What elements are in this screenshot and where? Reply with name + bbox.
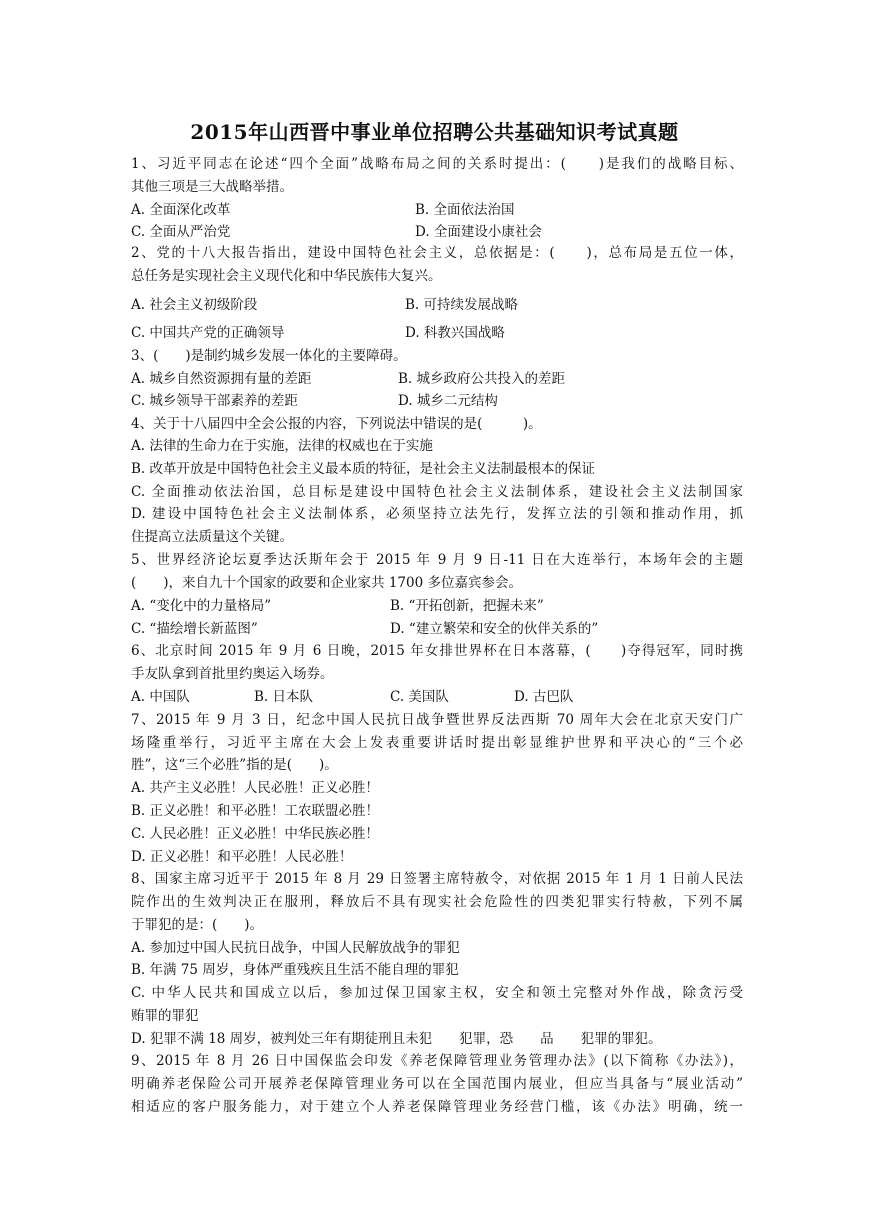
q3-option-c: C. 城乡领导干部素养的差距 [131,393,298,409]
q7-stem-line2: 场隆重举行，习近平主席在大会上发表重要讲话时提出彰显维护世界和平决心的“三个必 [131,735,743,751]
q7-option-c: C. 人民必胜！正义必胜！中华民族必胜！ [131,826,379,842]
q2-option-d: D. 科教兴国战略 [405,325,505,341]
q5-stem-line2: ( )，来自九十个国家的政要和企业家共 1700 多位嘉宾参会。 [131,575,522,591]
q6-option-c: C. 美国队 [390,689,449,705]
q5-option-a: A. “变化中的力量格局” [131,598,272,614]
q5-option-d: D. “建立繁荣和安全的伙伴关系的” [390,621,599,637]
q9-stem-line2: 明确养老保险公司开展养老保障管理业务可以在全国范围内展业，但应当具备与“展业活动” [131,1076,743,1092]
q3-option-a: A. 城乡自然资源拥有量的差距 [131,371,312,387]
q1-option-b: B. 全面依法治国 [415,202,515,218]
page-title: 2015年山西晋中事业单位招聘公共基础知识考试真题 [190,120,679,144]
q2-option-b: B. 可持续发展战略 [405,297,519,313]
q2-stem-line2: 总任务是实现社会主义现代化和中华民族伟大复兴。 [131,268,442,284]
q6-option-d: D. 古巴队 [514,689,574,705]
q7-stem-line3: 胜”，这“三个必胜”指的是( )。 [131,757,338,773]
q6-option-a: A. 中国队 [131,689,190,705]
q5-option-c: C. “描绘增长新蓝图” [131,621,258,637]
q4-option-d-line1: D. 建设中国特色社会主义法制体系，必须坚持立法先行，发挥立法的引领和推动作用，抓 [131,506,743,522]
q8-stem-line1: 8、国家主席习近平于 2015 年 8 月 29 日签署主席特赦令，对依据 2015 年 1 月 1 日前人民法 [131,871,743,887]
q4-option-c: C. 全面推动依法治国，总目标是建设中国特色社会主义法制体系，建设社会主义法制国家 [131,484,743,500]
q9-stem-line3: 相适应的客户服务能力，对于建立个人养老保障管理业务经营门槛，该《办法》明确，统一 [131,1099,743,1115]
q2-stem-line1: 2、党的十八大报告指出，建设中国特色社会主义，总依据是：( )，总布局是五位一体， [131,245,743,261]
q8-option-c-line2: 贿罪的罪犯 [131,1008,199,1024]
q2-option-c: C. 中国共产党的正确领导 [131,325,285,341]
q1-option-c: C. 全面从严治党 [131,224,231,240]
q7-stem-line1: 7、2015 年 9 月 3 日，纪念中国人民抗日战争暨世界反法西斯 70 周年大会在北京天安门广 [131,712,743,728]
q1-stem-line1: 1、习近平同志在论述“四个全面”战略布局之间的关系时提出：( )是我们的战略目标、 [131,156,743,172]
q4-option-d-line2: 住提高立法质量这个关键。 [131,529,293,545]
q7-option-b: B. 正义必胜！和平必胜！工农联盟必胜！ [131,803,380,819]
q8-option-d: D. 犯罪不满 18 周岁，被判处三年有期徒刑且未犯 犯罪，恐 品 犯罪的罪犯。 [131,1031,662,1047]
q8-stem-line3: 于罪犯的是：( )。 [131,917,264,933]
q2-option-a: A. 社会主义初级阶段 [131,297,258,313]
q1-option-d: D. 全面建设小康社会 [415,224,542,240]
q3-option-d: D. 城乡二元结构 [398,393,498,409]
q8-option-a: A. 参加过中国人民抗日战争，中国人民解放战争的罪犯 [131,940,460,956]
q4-option-a: A. 法律的生命力在于实施，法律的权威也在于实施 [131,438,433,454]
q8-option-b: B. 年满 75 周岁，身体严重残疾且生活不能自理的罪犯 [131,962,459,978]
q5-stem-line1: 5、世界经济论坛夏季达沃斯年会于 2015 年 9 月 9 日-11 日在大连举行，本场年会的主题 [131,552,743,568]
q3-stem: 3、( )是制约城乡发展一体化的主要障碍。 [131,348,407,364]
q1-option-a: A. 全面深化改革 [131,202,231,218]
q3-option-b: B. 城乡政府公共投入的差距 [398,371,566,387]
q8-option-c-line1: C. 中华人民共和国成立以后，参加过保卫国家主权，安全和领土完整对外作战，除贪污受 [131,985,743,1001]
q5-option-b: B. “开拓创新，把握未来” [390,598,544,614]
q7-option-d: D. 正义必胜！和平必胜！人民必胜！ [131,849,353,865]
q1-stem-line2: 其他三项是三大战略举措。 [131,179,293,195]
q6-option-b: B. 日本队 [254,689,314,705]
q4-option-b: B. 改革开放是中国特色社会主义最本质的特征，是社会主义法制最根本的保证 [131,461,596,477]
q4-stem: 4、关于十八届四中全会公报的内容，下列说法中错误的是( )。 [131,416,542,432]
q6-stem-line1: 6、北京时间 2015 年 9 月 6 日晚，2015 年女排世界杯在日本落幕，( )夺得冠军，同时携 [131,643,743,659]
q9-stem-line1: 9、2015 年 8 月 26 日中国保监会印发《养老保障管理业务管理办法》(以下简称《办法》)， [131,1053,743,1069]
q7-option-a: A. 共产主义必胜！人民必胜！正义必胜！ [131,780,379,796]
q6-stem-line2: 手友队拿到首批里约奥运入场券。 [131,666,334,682]
q8-stem-line2: 院作出的生效判决正在服刑，释放后不具有现实社会危险性的四类犯罪实行特赦，下列不属 [131,894,743,910]
